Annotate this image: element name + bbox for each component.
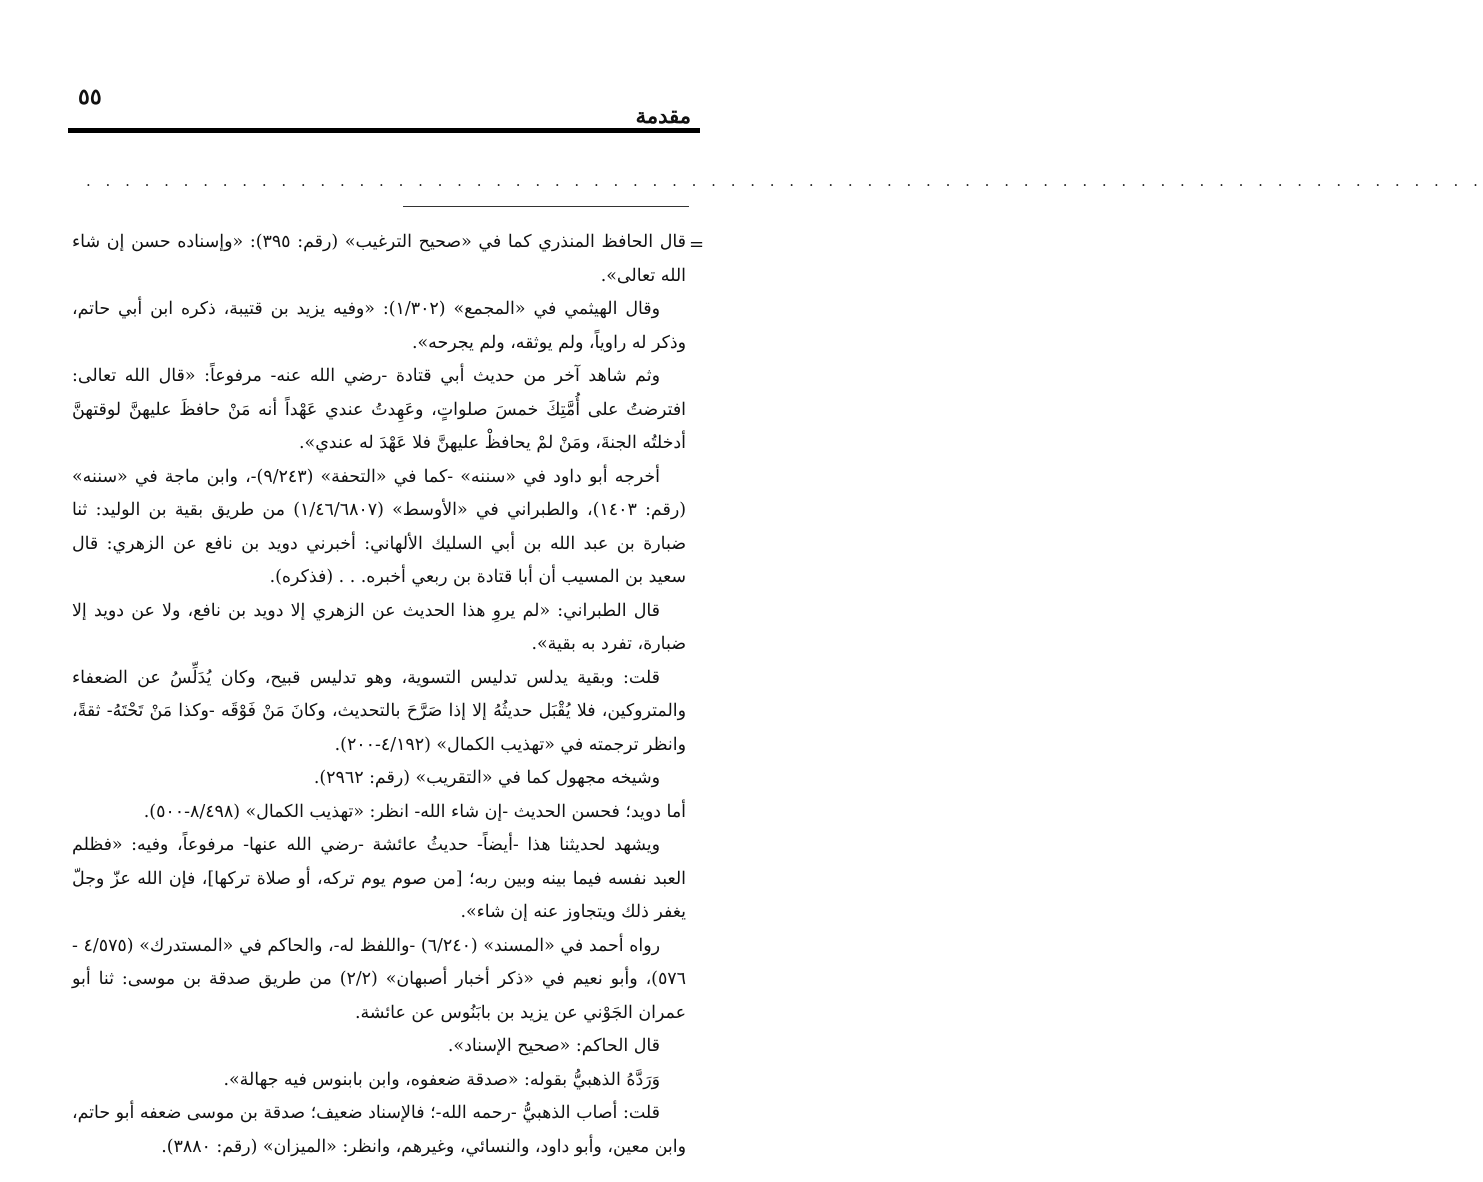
paragraph-4: أخرجه أبو داود في «سننه» -كما في «التحفة» (٩/٢٤٣)-، وابن ماجة في «سننه» (رقم: ١٤٠٣)، والطبراني في «الأوسط» (١/٤٦/٦٨٠٧) من طريق بقية بن الوليد: ثنا ضبارة بن عبد الله بن أبي السليك الألهاني: أخبرني دويد بن نافع عن الزهري: قال سعيد بن المسيب أن أبا قتادة بن ربعي أخبره. . . (فذكره). [72,466,686,587]
paragraph-9: ويشهد لحديثنا هذا -أيضاً- حديثُ عائشة -رضي الله عنها- مرفوعاً، وفيه: «فظلم العبد نفسه فيما بينه وبين ربه؛ [من صوم يوم تركه، أو صلاة تركها]، فإن الله عزّ وجلّ يغفر ذلك ويتجاوز عنه إن شاء». [72,835,686,922]
paragraph-13: قلت: أصاب الذهبيُّ -رحمه الله-؛ فالإسناد ضعيف؛ صدقة بن موسى ضعفه أبو حاتم، وابن معين، وأبو داود، والنسائي، وغيرهم، وانظر: «الميزان» (رقم: ٣٨٨٠). [72,1103,686,1157]
paragraph-8: أما دويد؛ فحسن الحديث -إن شاء الله- انظر: «تهذيب الكمال» (٨/٤٩٨-٥٠٠). [143,801,686,822]
footnote-body [72,226,686,1164]
header-rule [68,128,700,133]
paragraph-3: وثم شاهد آخر من حديث أبي قتادة -رضي الله عنه- مرفوعاً: «قال الله تعالى: افترضتُ على أُمَّتِكَ خمسَ صلواتٍ، وعَهِدتُ عندي عَهْداً أنه مَنْ حافظَ عليهنَّ لوقتهنَّ أدخلتُه الجنةَ، ومَنْ لمْ يحافظْ عليهنَّ فلا عَهْدَ له عندي». [72,366,686,453]
separator-dots: . . . . . . . . . . . . . . . . . . . . . . . . . . . . . . . . . . . . . . . . . . . . . . . . . . . . . . . . . . . . . . . . . . . . . . . . [86,172,1483,190]
paragraph-12: وَرَدَّهُ الذهبيُّ بقوله: «صدقة ضعفوه، وابن بابنوس فيه جهالة». [223,1069,660,1090]
page-title: مقدمة [635,103,691,128]
paragraph-6: قلت: وبقية يدلس تدليس التسوية، وهو تدليس قبيح، وكان يُدَلِّسُ عن الضعفاء والمتروكين، فلا يُقْبَل حديثُهُ إلا إذا صَرَّحَ بالتحديث، وكانَ مَنْ فَوْقَه -وكذا مَنْ تَحْتَهُ- ثقةً، وانظر ترجمته في «تهذيب الكمال» (٤/١٩٢-٢٠٠). [72,667,686,755]
continuation-mark: = [689,234,705,255]
paragraph-7: وشيخه مجهول كما في «التقريب» (رقم: ٢٩٦٢). [313,768,660,788]
paragraph-11: قال الحاكم: «صحيح الإسناد». [447,1036,660,1056]
page-number: ٥٥ [78,84,102,110]
paragraph-5: قال الطبراني: «لم يروِ هذا الحديث عن الزهري إلا دويد بن نافع، ولا عن دويد إلا ضبارة، تفرد به بقية». [72,600,686,654]
footnote-rule [403,206,689,207]
paragraph-1: قال الحافظ المنذري كما في «صحيح الترغيب» (رقم: ٣٩٥): «وإسناده حسن إن شاء الله تعالى». [72,232,686,286]
paragraph-10: رواه أحمد في «المسند» (٦/٢٤٠) -واللفظ له-، والحاكم في «المستدرك» (٤/٥٧٥ - ٥٧٦)، وأبو نعيم في «ذكر أخبار أصبهان» (٢/٢) من طريق صدقة بن موسى: ثنا أبو عمران الجَوْني عن يزيد بن بابَنُوس عن عائشة. [72,935,686,1023]
paragraph-2: وقال الهيثمي في «المجمع» (١/٣٠٢): «وفيه يزيد بن قتيبة، ذكره ابن أبي حاتم، وذكر له راوياً، ولم يوثقه، ولم يجرحه». [72,299,686,353]
